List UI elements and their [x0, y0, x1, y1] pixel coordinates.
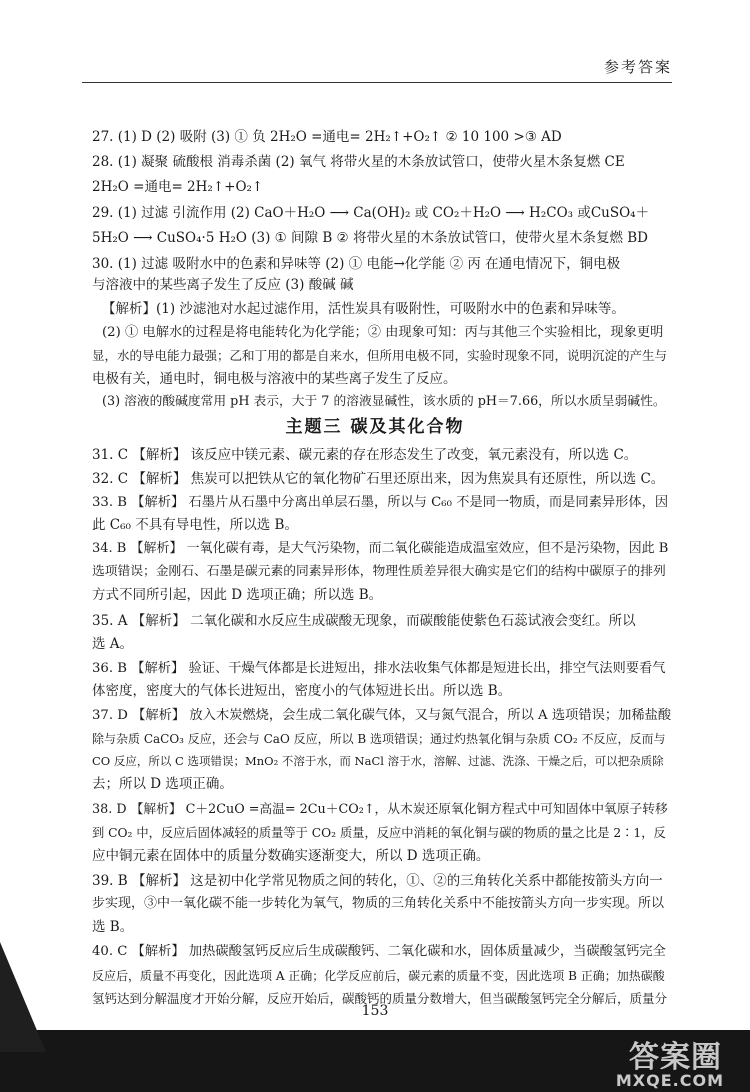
header-rule	[82, 82, 672, 83]
watermark-url: MXQE.COM	[615, 1071, 724, 1090]
answer-line: 体密度，密度大的气体长进短出，密度小的气体短进长出。所以选 B。	[92, 683, 512, 699]
answer-line: 32. C 【解析】 焦炭可以把铁从它的氧化物矿石里还原出来，因为焦炭具有还原性，所以选 C。	[92, 471, 665, 487]
answer-line: 应中铜元素在固体中的质量分数确实逐渐变大，所以 D 选项正确。	[92, 848, 490, 864]
answer-line: 选 A。	[92, 636, 134, 652]
scan-corner-shadow	[0, 942, 46, 1052]
watermark-logo: 答案圈	[629, 1040, 722, 1075]
answer-line: 氢钙达到分解温度才开始分解，反应开始后，碳酸钙的质量分数增大，但当碳酸氢钙完全分解后，质量分	[92, 991, 668, 1006]
page-number: 153	[361, 1003, 389, 1019]
answer-line: 31. C 【解析】 该反应中镁元素、碳元素的存在形态发生了改变，氧元素没有，所以选 C。	[92, 447, 638, 463]
answer-line: 5H₂O ⟶ CuSO₄·5 H₂O (3) ① 间隙 B ② 将带火星的木条放试管口，使带火星木条复燃 BD	[92, 230, 648, 246]
running-header: 参考答案	[603, 58, 672, 76]
answer-line: 【解析】(1) 沙滤池对水起过滤作用，活性炭具有吸附性，可吸附水中的色素和异味等。	[102, 301, 625, 317]
answer-line: 除与杂质 CaCO₃ 反应，还会与 CaO 反应，所以 B 选项错误；通过灼热氧化铜与杂质 CO₂ 不反应，反而与	[92, 732, 666, 746]
answer-line: 显，水的导电能力最强；乙和丁用的都是自来水，但所用电极不同，实验时现象不同，说明沉淀的产生与	[92, 348, 668, 363]
answer-line: 选 B。	[92, 919, 134, 935]
answer-line: 40. C 【解析】 加热碳酸氢钙反应后生成碳酸钙、二氧化碳和水，固体质量减少，当碳酸氢钙完全	[92, 944, 666, 959]
answer-line: 步实现，③中一氧化碳不能一步转化为氧气，物质的三角转化关系中不能按箭头方向一步实现。所以	[92, 896, 665, 911]
answer-line: 反应后，质量不再变化，因此选项 A 正确；化学反应前后，碳元素的质量不变，因此选项 B 正确；加热碳酸	[92, 969, 665, 983]
answer-line: 29. (1) 过滤 引流作用 (2) CaO＋H₂O ⟶ Ca(OH)₂ 或 CO₂＋H₂O ⟶ H₂CO₃ 或CuSO₄＋	[92, 205, 650, 221]
answer-line: 37. D 【解析】 放入木炭燃烧，会生成二氧化碳气体，又与氮气混合，所以 A 选项错误；加稀盐酸	[92, 708, 672, 723]
answer-line: 与溶液中的某些离子发生了反应 (3) 酸碱 碱	[92, 277, 354, 293]
answer-line: 34. B 【解析】 一氧化碳有毒，是大气污染物，而二氧化碳能造成温室效应，但不是污染物，因此 B	[92, 541, 669, 556]
answer-line: CO 反应，所以 C 选项错误；MnO₂ 不溶于水，而 NaCl 溶于水，溶解、过滤、洗涤、干燥之后，可以把杂质除	[92, 754, 664, 768]
answer-line: 30. (1) 过滤 吸附水中的色素和异味等 (2) ① 电能→化学能 ② 丙 在通电情况下，铜电极	[92, 256, 621, 272]
answer-line: 去；所以 D 选项正确。	[92, 776, 233, 792]
answer-line: 38. D 【解析】 C＋2CuO =高温= 2Cu＋CO₂↑，从木炭还原氧化铜方程式中可知固体中氧原子转移	[92, 802, 668, 817]
answer-line: 27. (1) D (2) 吸附 (3) ① 负 2H₂O =通电= 2H₂↑+O₂↑ ② 10 100 >③ AD	[92, 129, 562, 145]
answer-line: 选项错误；金刚石、石墨是碳元素的同素异形体，物理性质差异很大确实是它们的结构中碳原子的排列	[92, 564, 666, 579]
section-title: 主题三 碳及其化合物	[285, 417, 465, 437]
answer-line: 方式不同所引起，因此 D 选项正确；所以选 B。	[92, 587, 383, 603]
answer-line: 33. B 【解析】 石墨片从石墨中分离出单层石墨，所以与 C₆₀ 不是同一物质，而是同素异形体，因	[92, 495, 669, 510]
answer-line: (3) 溶液的酸碱度常用 pH 表示，大于 7 的溶液显碱性，该水质的 pH＝7.66，所以水质呈弱碱性。	[102, 394, 666, 409]
answer-line: (2) ① 电解水的过程是将电能转化为化学能；② 由现象可知：丙与其他三个实验相比，现象更明	[102, 325, 664, 340]
answer-line: 35. A 【解析】 二氧化碳和水反应生成碳酸无现象，而碳酸能使紫色石蕊试液会变红。所以	[92, 613, 636, 629]
answer-line: 电极有关，通电时，铜电极与溶液中的某些离子发生了反应。	[92, 371, 457, 387]
answer-line: 36. B 【解析】 验证、干燥气体都是长进短出，排水法收集气体都是短进长出，排空气法则要看气	[92, 661, 666, 676]
answer-line: 39. B 【解析】 这是初中化学常见物质之间的转化，①、②的三角转化关系中都能按箭头方向一	[92, 873, 663, 889]
answer-line: 2H₂O =通电= 2H₂↑+O₂↑	[92, 179, 264, 195]
answer-line: 28. (1) 凝聚 硫酸根 消毒杀菌 (2) 氧气 将带火星的木条放试管口，使带火星木条复燃 CE	[92, 154, 625, 170]
answer-line: 到 CO₂ 中，反应后固体减轻的质量等于 CO₂ 质量，反应中消耗的氧化铜与碳的物质的量之比是 2∶1，反	[92, 826, 666, 840]
answer-line: 此 C₆₀ 不具有导电性，所以选 B。	[92, 517, 298, 533]
